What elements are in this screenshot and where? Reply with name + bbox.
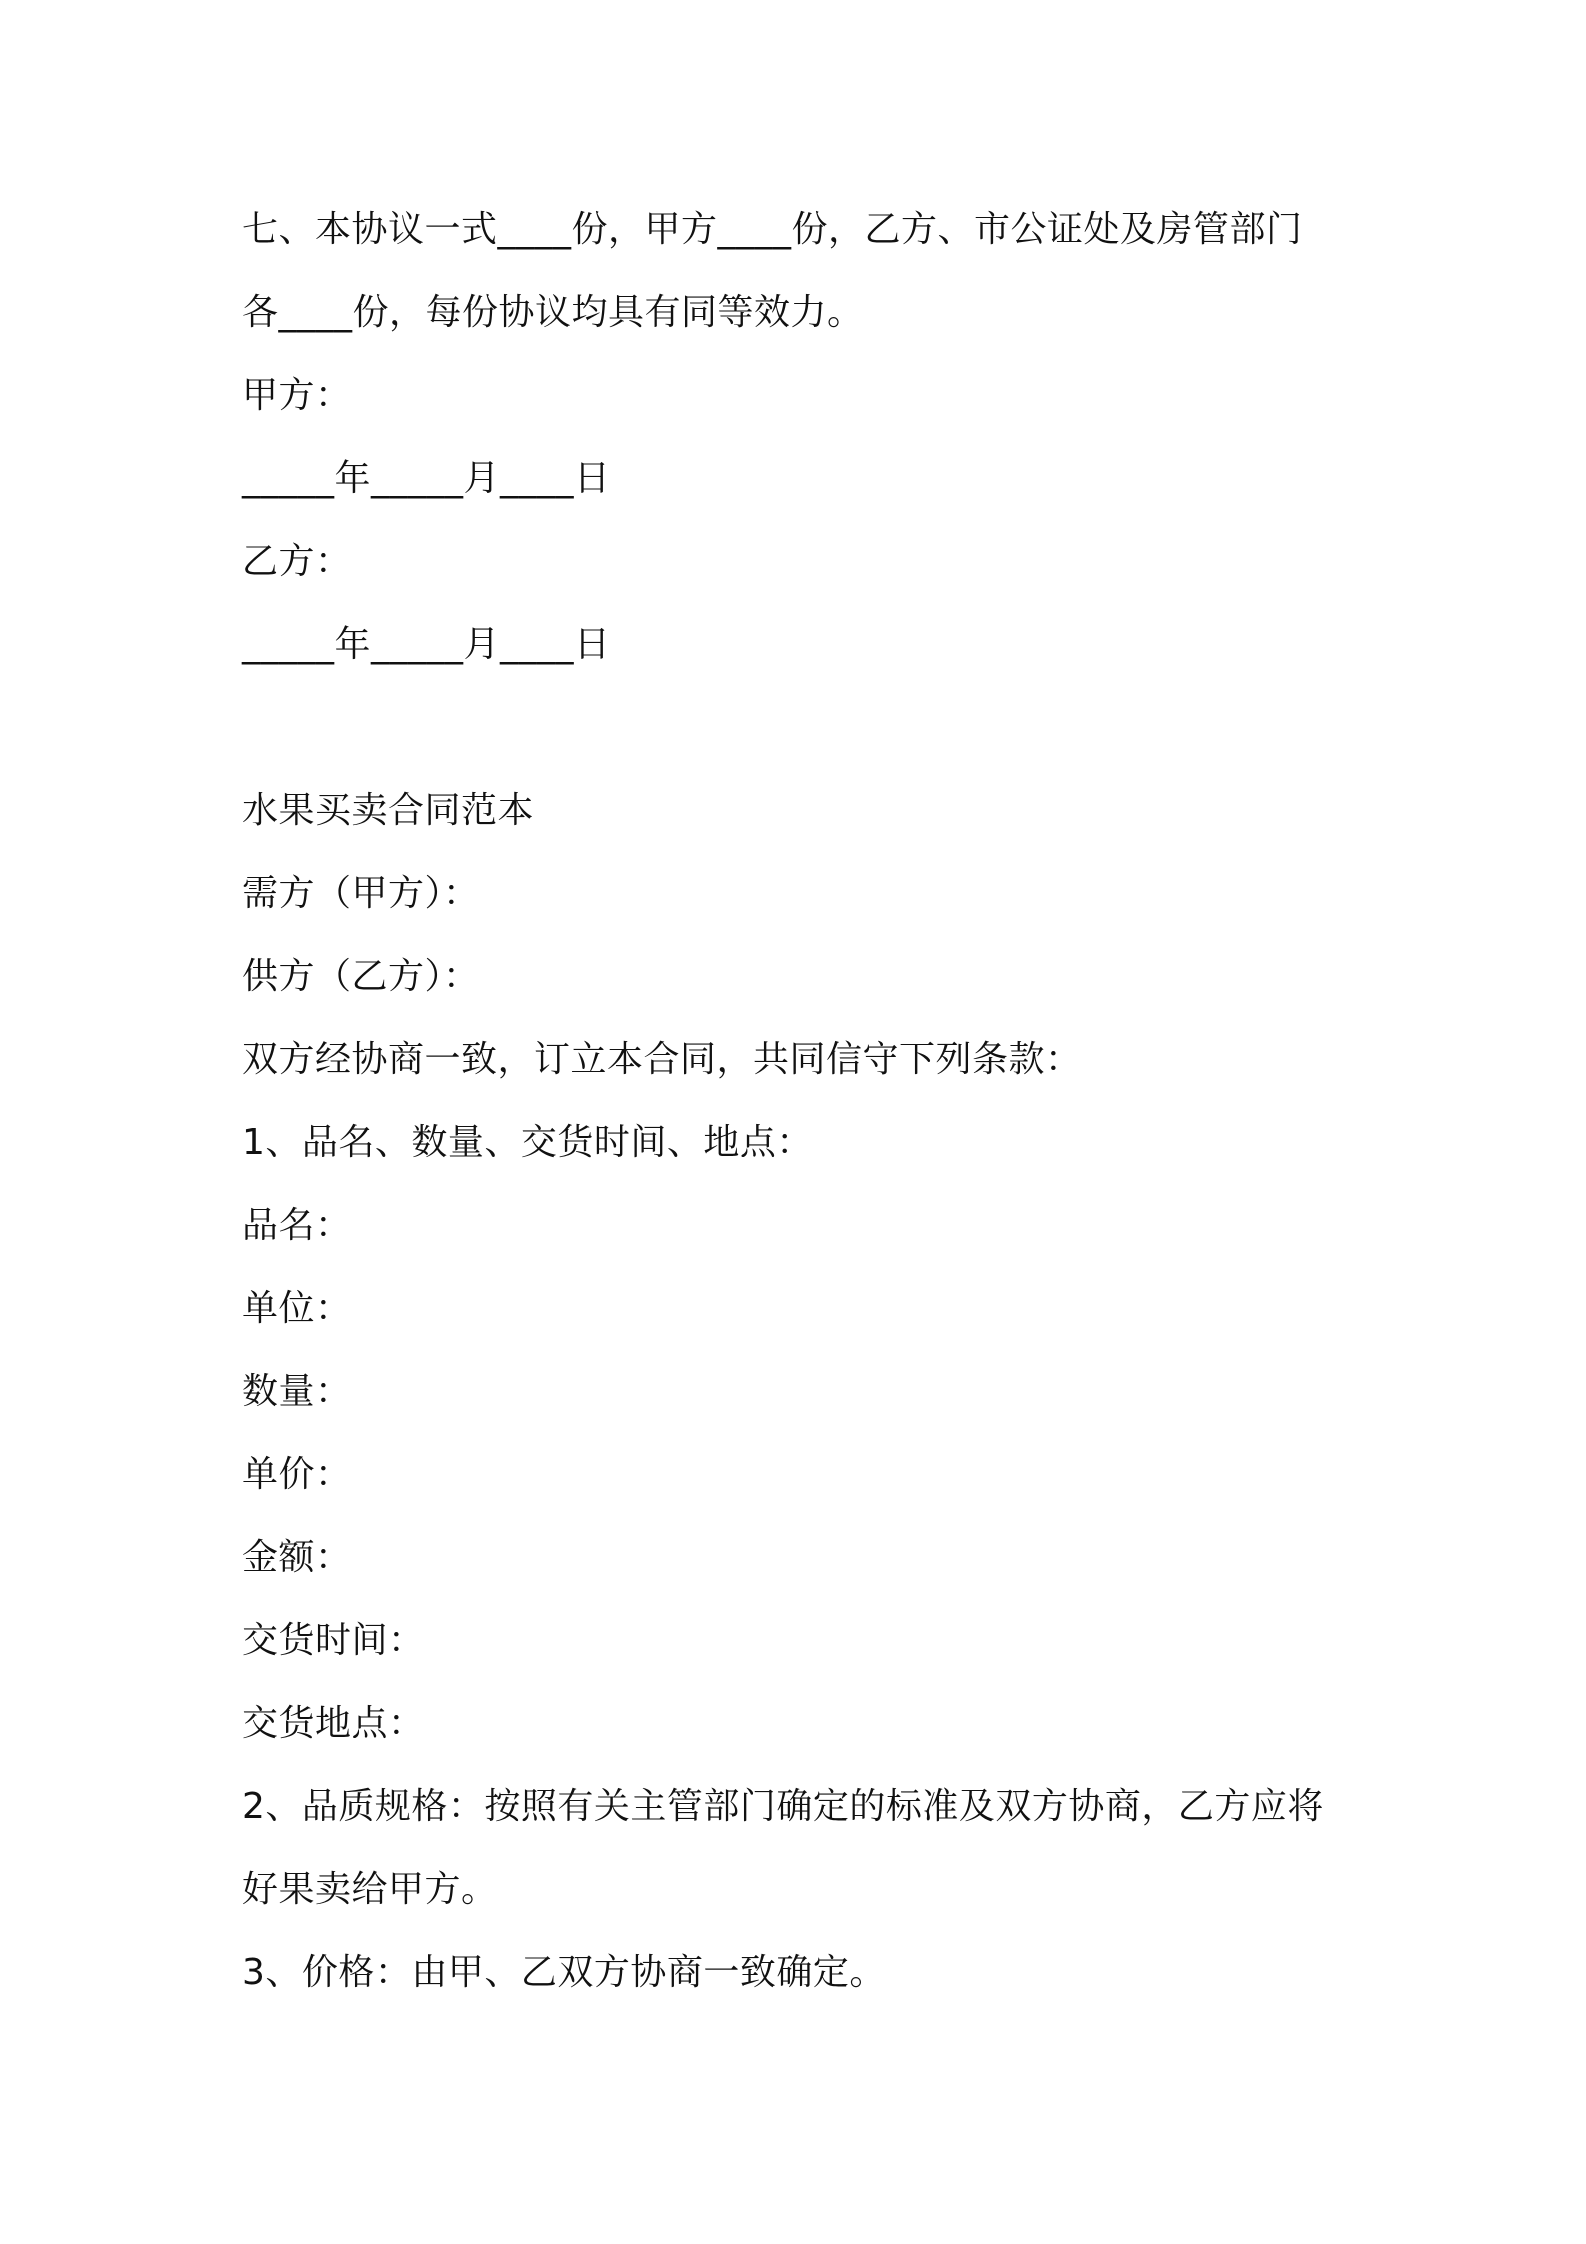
delivery-place-field: 交货地点： xyxy=(242,1703,425,1744)
product-name-field: 品名： xyxy=(242,1205,352,1246)
preamble: 双方经协商一致，订立本合同，共同信守下列条款： xyxy=(242,1039,1082,1080)
document-title: 水果买卖合同范本 xyxy=(242,790,535,831)
quantity-field: 数量： xyxy=(242,1371,352,1412)
party-a-signature-label: 甲方： xyxy=(242,375,352,416)
delivery-time-field: 交货时间： xyxy=(242,1620,425,1661)
clause-7-line-1: 七、本协议一式____份，甲方____份，乙方、市公证处及房管部门 xyxy=(242,209,1303,250)
clause-3: 3、价格：由甲、乙双方协商一致确定。 xyxy=(242,1952,886,1993)
clause-2-line-1: 2、品质规格：按照有关主管部门确定的标准及双方协商，乙方应将 xyxy=(242,1786,1324,1827)
clause-7-line-2: 各____份，每份协议均具有同等效力。 xyxy=(242,292,864,333)
unit-field: 单位： xyxy=(242,1288,352,1329)
unit-price-field: 单价： xyxy=(242,1454,352,1495)
party-a-date-line: _____年_____月____日 xyxy=(242,458,611,499)
party-b-signature-label: 乙方： xyxy=(242,541,352,582)
party-b-date-line: _____年_____月____日 xyxy=(242,624,611,665)
clause-2-line-2: 好果卖给甲方。 xyxy=(242,1869,498,1910)
amount-field: 金额： xyxy=(242,1537,352,1578)
clause-1-heading: 1、品名、数量、交货时间、地点： xyxy=(242,1122,813,1163)
buyer-field: 需方（甲方）： xyxy=(242,873,480,914)
supplier-field: 供方（乙方）： xyxy=(242,956,480,997)
